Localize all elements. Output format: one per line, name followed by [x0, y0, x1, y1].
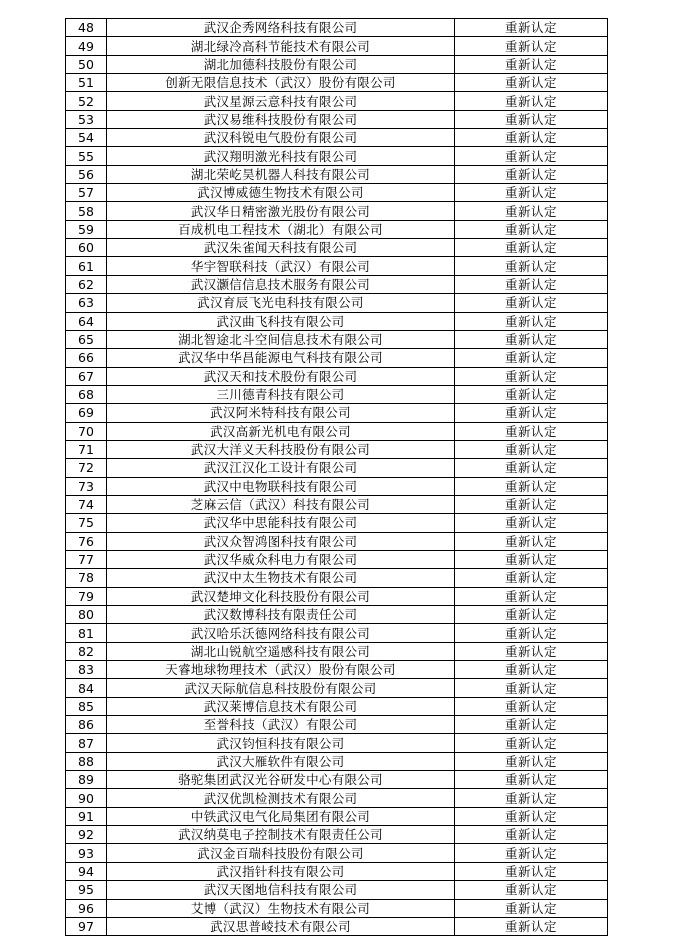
company-name: 武汉育辰飞光电科技有限公司 [107, 294, 455, 312]
row-number: 82 [66, 642, 107, 660]
status-cell: 重新认定 [455, 422, 608, 440]
status-cell: 重新认定 [455, 220, 608, 238]
status-cell: 重新认定 [455, 37, 608, 55]
company-name: 湖北加德科技股份有限公司 [107, 55, 455, 73]
table-row [66, 330, 608, 348]
table-row [66, 752, 608, 770]
row-number: 86 [66, 716, 107, 734]
table-row [66, 110, 608, 128]
company-name: 至誉科技（武汉）有限公司 [107, 716, 455, 734]
status-cell: 重新认定 [455, 697, 608, 715]
row-number: 93 [66, 844, 107, 862]
company-name: 骆驼集团武汉光谷研发中心有限公司 [107, 771, 455, 789]
company-name: 武汉天和技术股份有限公司 [107, 367, 455, 385]
row-number: 55 [66, 147, 107, 165]
row-number: 52 [66, 92, 107, 110]
table-row [66, 239, 608, 257]
table-row [66, 624, 608, 642]
table-row [66, 642, 608, 660]
company-name: 武汉大雁软件有限公司 [107, 752, 455, 770]
company-name: 武汉优凯检测技术有限公司 [107, 789, 455, 807]
table-row [66, 385, 608, 403]
company-name: 武汉易维科技股份有限公司 [107, 110, 455, 128]
row-number: 97 [66, 917, 107, 935]
status-cell: 重新认定 [455, 514, 608, 532]
company-name: 武汉朱雀闻天科技有限公司 [107, 239, 455, 257]
status-cell: 重新认定 [455, 661, 608, 679]
company-name: 武汉纳莫电子控制技术有限责任公司 [107, 826, 455, 844]
status-cell: 重新认定 [455, 752, 608, 770]
table-row [66, 37, 608, 55]
table-row [66, 881, 608, 899]
row-number: 54 [66, 129, 107, 147]
company-name: 武汉指针科技有限公司 [107, 862, 455, 880]
row-number: 89 [66, 771, 107, 789]
status-cell: 重新认定 [455, 257, 608, 275]
status-cell: 重新认定 [455, 826, 608, 844]
row-number: 65 [66, 330, 107, 348]
company-name: 武汉钧恒科技有限公司 [107, 734, 455, 752]
status-cell: 重新认定 [455, 367, 608, 385]
table-row [66, 789, 608, 807]
table-row [66, 844, 608, 862]
company-name: 武汉江汉化工设计有限公司 [107, 459, 455, 477]
status-cell: 重新认定 [455, 74, 608, 92]
status-cell: 重新认定 [455, 642, 608, 660]
row-number: 76 [66, 532, 107, 550]
table-row [66, 294, 608, 312]
company-name: 武汉思普崚技术有限公司 [107, 917, 455, 935]
row-number: 70 [66, 422, 107, 440]
status-cell: 重新认定 [455, 275, 608, 293]
table-row [66, 440, 608, 458]
row-number: 79 [66, 587, 107, 605]
company-name: 武汉翔明激光科技有限公司 [107, 147, 455, 165]
table-row [66, 862, 608, 880]
company-name: 武汉华威众科电力有限公司 [107, 550, 455, 568]
status-cell: 重新认定 [455, 294, 608, 312]
status-cell: 重新认定 [455, 110, 608, 128]
table-row [66, 661, 608, 679]
status-cell: 重新认定 [455, 349, 608, 367]
status-cell: 重新认定 [455, 587, 608, 605]
row-number: 73 [66, 477, 107, 495]
row-number: 74 [66, 495, 107, 513]
status-cell: 重新认定 [455, 807, 608, 825]
company-name: 武汉科锐电气股份有限公司 [107, 129, 455, 147]
status-cell: 重新认定 [455, 789, 608, 807]
company-table [65, 18, 608, 936]
company-name: 武汉天图地信科技有限公司 [107, 881, 455, 899]
table-row [66, 917, 608, 935]
company-name: 武汉中电物联科技有限公司 [107, 477, 455, 495]
company-name: 艾博（武汉）生物技术有限公司 [107, 899, 455, 917]
row-number: 92 [66, 826, 107, 844]
company-name: 武汉高新光机电有限公司 [107, 422, 455, 440]
company-name: 天睿地球物理技术（武汉）股份有限公司 [107, 661, 455, 679]
row-number: 56 [66, 165, 107, 183]
company-name: 武汉天际航信息科技股份有限公司 [107, 679, 455, 697]
table-row [66, 734, 608, 752]
table-row [66, 202, 608, 220]
status-cell: 重新认定 [455, 440, 608, 458]
table-row [66, 459, 608, 477]
table-row [66, 532, 608, 550]
row-number: 71 [66, 440, 107, 458]
row-number: 77 [66, 550, 107, 568]
table-row [66, 899, 608, 917]
company-name: 湖北荣屹昊机器人科技有限公司 [107, 165, 455, 183]
table-row [66, 312, 608, 330]
company-name: 武汉莱博信息技术有限公司 [107, 697, 455, 715]
table-row [66, 807, 608, 825]
company-name: 三川德青科技有限公司 [107, 385, 455, 403]
table-row [66, 716, 608, 734]
row-number: 85 [66, 697, 107, 715]
status-cell: 重新认定 [455, 495, 608, 513]
table-row [66, 349, 608, 367]
status-cell: 重新认定 [455, 19, 608, 37]
status-cell: 重新认定 [455, 550, 608, 568]
row-number: 88 [66, 752, 107, 770]
row-number: 94 [66, 862, 107, 880]
status-cell: 重新认定 [455, 844, 608, 862]
table-row [66, 19, 608, 37]
row-number: 67 [66, 367, 107, 385]
status-cell: 重新认定 [455, 147, 608, 165]
company-name: 武汉金百瑞科技股份有限公司 [107, 844, 455, 862]
table-row [66, 569, 608, 587]
table-row [66, 74, 608, 92]
table-row [66, 422, 608, 440]
company-name: 武汉众智鸿图科技有限公司 [107, 532, 455, 550]
table-row [66, 771, 608, 789]
table-row [66, 147, 608, 165]
company-name: 武汉哈乐沃德网络科技有限公司 [107, 624, 455, 642]
table-row [66, 220, 608, 238]
status-cell: 重新认定 [455, 716, 608, 734]
table-row [66, 129, 608, 147]
row-number: 63 [66, 294, 107, 312]
row-number: 96 [66, 899, 107, 917]
status-cell: 重新认定 [455, 165, 608, 183]
row-number: 75 [66, 514, 107, 532]
status-cell: 重新认定 [455, 771, 608, 789]
row-number: 69 [66, 404, 107, 422]
table-row [66, 404, 608, 422]
table-row [66, 606, 608, 624]
row-number: 72 [66, 459, 107, 477]
status-cell: 重新认定 [455, 184, 608, 202]
status-cell: 重新认定 [455, 55, 608, 73]
company-name: 武汉曲飞科技有限公司 [107, 312, 455, 330]
status-cell: 重新认定 [455, 532, 608, 550]
status-cell: 重新认定 [455, 917, 608, 935]
status-cell: 重新认定 [455, 899, 608, 917]
row-number: 60 [66, 239, 107, 257]
company-name: 武汉中太生物技术有限公司 [107, 569, 455, 587]
company-name: 创新无限信息技术（武汉）股份有限公司 [107, 74, 455, 92]
row-number: 59 [66, 220, 107, 238]
status-cell: 重新认定 [455, 862, 608, 880]
table-row [66, 826, 608, 844]
status-cell: 重新认定 [455, 477, 608, 495]
table-row [66, 367, 608, 385]
table-row [66, 92, 608, 110]
status-cell: 重新认定 [455, 459, 608, 477]
table-row [66, 679, 608, 697]
company-name: 湖北智途北斗空间信息技术有限公司 [107, 330, 455, 348]
table-row [66, 514, 608, 532]
table-row [66, 165, 608, 183]
row-number: 66 [66, 349, 107, 367]
company-name: 武汉阿米特科技有限公司 [107, 404, 455, 422]
company-name: 武汉楚坤文化科技股份有限公司 [107, 587, 455, 605]
table-row [66, 697, 608, 715]
company-name: 武汉博威德生物技术有限公司 [107, 184, 455, 202]
row-number: 87 [66, 734, 107, 752]
row-number: 91 [66, 807, 107, 825]
company-name: 百成机电工程技术（湖北）有限公司 [107, 220, 455, 238]
row-number: 80 [66, 606, 107, 624]
status-cell: 重新认定 [455, 624, 608, 642]
row-number: 68 [66, 385, 107, 403]
status-cell: 重新认定 [455, 202, 608, 220]
row-number: 84 [66, 679, 107, 697]
table-row [66, 477, 608, 495]
company-name: 中铁武汉电气化局集团有限公司 [107, 807, 455, 825]
row-number: 58 [66, 202, 107, 220]
table-row [66, 55, 608, 73]
company-name: 芝麻云信（武汉）科技有限公司 [107, 495, 455, 513]
status-cell: 重新认定 [455, 312, 608, 330]
document-page [65, 18, 608, 936]
company-name: 武汉数博科技有限责任公司 [107, 606, 455, 624]
row-number: 64 [66, 312, 107, 330]
status-cell: 重新认定 [455, 606, 608, 624]
row-number: 95 [66, 881, 107, 899]
row-number: 90 [66, 789, 107, 807]
row-number: 62 [66, 275, 107, 293]
row-number: 51 [66, 74, 107, 92]
status-cell: 重新认定 [455, 679, 608, 697]
status-cell: 重新认定 [455, 404, 608, 422]
company-name: 华宇智联科技（武汉）有限公司 [107, 257, 455, 275]
row-number: 53 [66, 110, 107, 128]
company-table-body [66, 19, 608, 936]
company-name: 武汉华中思能科技有限公司 [107, 514, 455, 532]
row-number: 81 [66, 624, 107, 642]
status-cell: 重新认定 [455, 734, 608, 752]
company-name: 湖北山锐航空遥感科技有限公司 [107, 642, 455, 660]
status-cell: 重新认定 [455, 330, 608, 348]
company-name: 武汉华中华昌能源电气科技有限公司 [107, 349, 455, 367]
table-row [66, 257, 608, 275]
status-cell: 重新认定 [455, 239, 608, 257]
row-number: 49 [66, 37, 107, 55]
table-row [66, 184, 608, 202]
row-number: 61 [66, 257, 107, 275]
row-number: 50 [66, 55, 107, 73]
company-name: 湖北绿冷高科节能技术有限公司 [107, 37, 455, 55]
table-row [66, 275, 608, 293]
company-name: 武汉大洋义天科技股份有限公司 [107, 440, 455, 458]
row-number: 57 [66, 184, 107, 202]
company-name: 武汉华日精密激光股份有限公司 [107, 202, 455, 220]
table-row [66, 550, 608, 568]
company-name: 武汉星源云意科技有限公司 [107, 92, 455, 110]
status-cell: 重新认定 [455, 881, 608, 899]
status-cell: 重新认定 [455, 92, 608, 110]
row-number: 78 [66, 569, 107, 587]
table-row [66, 495, 608, 513]
table-row [66, 587, 608, 605]
status-cell: 重新认定 [455, 569, 608, 587]
company-name: 武汉灏信信息技术服务有限公司 [107, 275, 455, 293]
row-number: 83 [66, 661, 107, 679]
company-name: 武汉企秀网络科技有限公司 [107, 19, 455, 37]
status-cell: 重新认定 [455, 385, 608, 403]
status-cell: 重新认定 [455, 129, 608, 147]
row-number: 48 [66, 19, 107, 37]
